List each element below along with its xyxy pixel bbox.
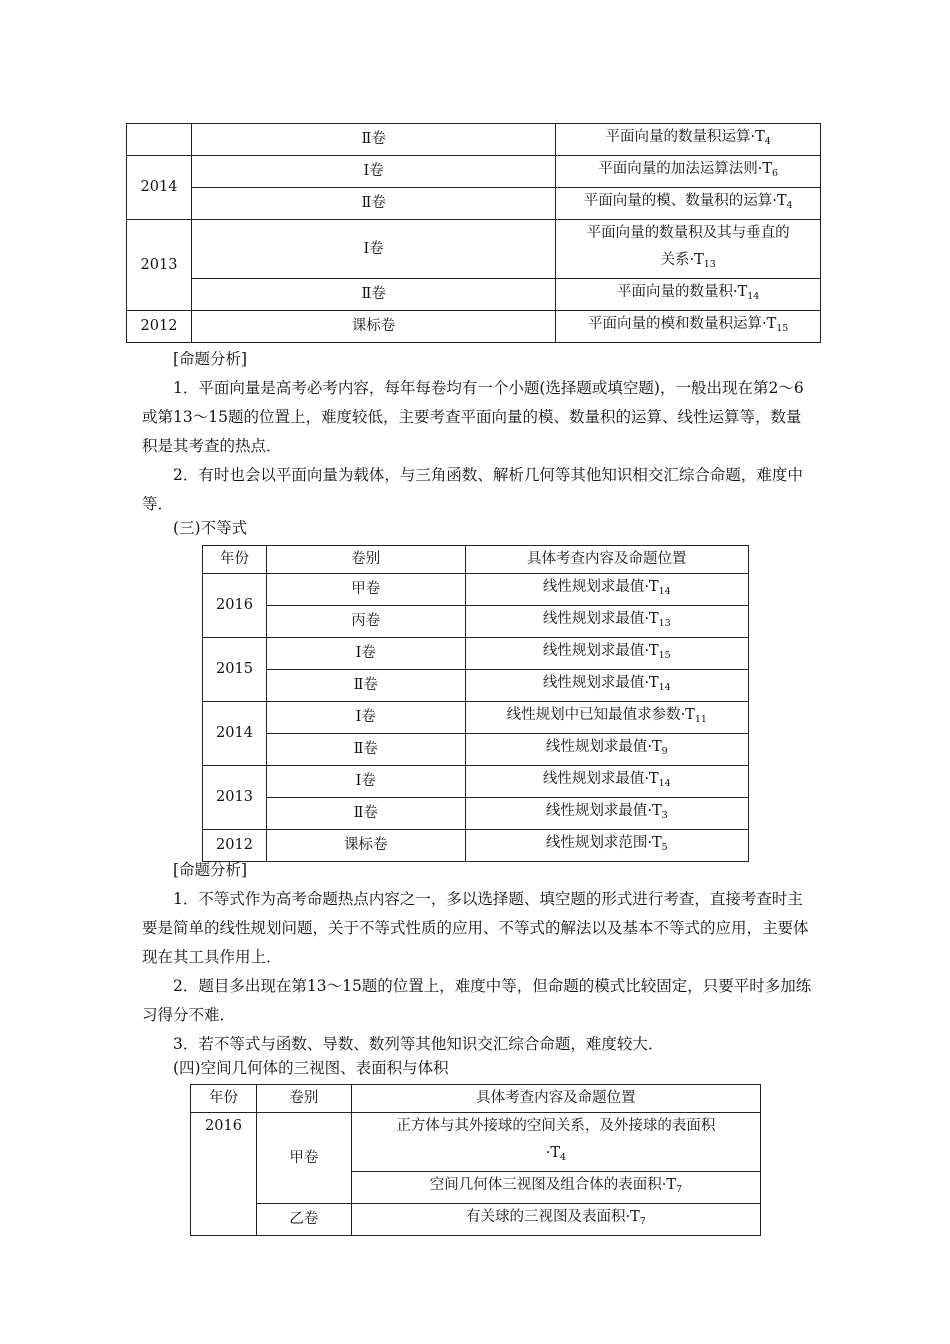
analysis-paragraph: 3．若不等式与函数、导数、数列等其他知识交汇综合命题，难度较大． <box>173 1035 664 1053</box>
analysis-title: [命题分析] <box>173 350 248 368</box>
table-row <box>203 574 749 606</box>
header-paper: 卷别 <box>266 546 465 574</box>
paper-cell: 甲卷 <box>256 1113 351 1204</box>
analysis-paragraph: 1．平面向量是高考必考内容，每年每卷均有一个小题(选择题或填空题)，一般出现在第2～6或第13～15题的位置上，难度较低，主要考查平面向量的模、数量积的运算、线性运算等，数量积是其考查的热点． <box>142 379 804 455</box>
content-cell: 平面向量的加法运算法则$\cdot T_6$ <box>556 156 821 188</box>
content-cell: 线性规划求范围$\cdot T_5$ <box>465 830 748 862</box>
header-content: 具体考查内容及命题位置 <box>465 546 748 574</box>
paper-cell: 乙卷 <box>256 1204 351 1236</box>
year-cell: 2012 <box>127 311 192 343</box>
table-row <box>127 188 821 220</box>
paper-cell: Ⅱ卷 <box>191 188 555 220</box>
table-row <box>203 638 749 670</box>
paper-cell: Ⅱ卷 <box>266 734 465 766</box>
year-cell: 2014 <box>127 156 192 220</box>
analysis-section-inequality <box>142 856 812 1059</box>
paper-cell: Ⅰ卷 <box>266 766 465 798</box>
table-row <box>203 798 749 830</box>
paper-cell: Ⅱ卷 <box>266 670 465 702</box>
paper-cell: Ⅱ卷 <box>191 124 555 156</box>
year-cell: 2016 <box>191 1113 257 1236</box>
year-cell <box>127 124 192 156</box>
content-cell: 平面向量的模、数量积的运算$\cdot T_4$ <box>556 188 821 220</box>
content-cell: 平面向量的数量积及其与垂直的 关系$\cdot T_{13}$ <box>556 220 821 279</box>
paper-cell: Ⅰ卷 <box>191 156 555 188</box>
content-cell: 正方体与其外接球的空间关系，及外接球的表面积 $\cdot T_4$ <box>351 1113 760 1172</box>
year-cell: 2012 <box>203 830 267 862</box>
year-cell: 2014 <box>203 702 267 766</box>
paper-cell: 丙卷 <box>266 606 465 638</box>
section-title-inequality: (三)不等式 <box>173 519 248 537</box>
content-cell: 线性规划求最值$\cdot T_{14}$ <box>465 574 748 606</box>
year-cell: 2013 <box>127 220 192 311</box>
paper-cell: Ⅰ卷 <box>191 220 555 279</box>
content-cell: 线性规划中已知最值求参数$\cdot T_{11}$ <box>465 702 748 734</box>
content-cell: 有关球的三视图及表面积$\cdot T_7$ <box>351 1204 760 1236</box>
paper-cell: 课标卷 <box>191 311 555 343</box>
analysis-paragraph: 2．题目多出现在第13～15题的位置上，难度中等，但命题的模式比较固定，只要平时多加练习得分不难． <box>142 977 812 1024</box>
section-title-solid-geometry: (四)空间几何体的三视图、表面积与体积 <box>173 1059 449 1077</box>
table-row <box>127 279 821 311</box>
content-cell: 线性规划求最值$\cdot T_{13}$ <box>465 606 748 638</box>
analysis-section-vectors <box>142 345 812 519</box>
content-cell: 线性规划求最值$\cdot T_{15}$ <box>465 638 748 670</box>
table-row <box>203 766 749 798</box>
paper-cell: Ⅱ卷 <box>266 798 465 830</box>
content-cell: 线性规划求最值$\cdot T_9$ <box>465 734 748 766</box>
table-row <box>127 156 821 188</box>
table-row <box>127 124 821 156</box>
table-row <box>127 220 821 279</box>
paper-cell: 甲卷 <box>266 574 465 606</box>
header-year: 年份 <box>191 1085 257 1113</box>
analysis-paragraph: 2．有时也会以平面向量为载体，与三角函数、解析几何等其他知识相交汇综合命题，难度中等． <box>142 466 803 513</box>
table-row <box>191 1204 761 1236</box>
table-row <box>203 670 749 702</box>
content-cell: 平面向量的数量积运算$\cdot T_4$ <box>556 124 821 156</box>
table-row <box>191 1113 761 1172</box>
header-paper: 卷别 <box>256 1085 351 1113</box>
paper-cell: Ⅰ卷 <box>266 638 465 670</box>
exam-table-solid-geometry <box>190 1084 761 1236</box>
content-cell: 平面向量的模和数量积运算$\cdot T_{15}$ <box>556 311 821 343</box>
paper-cell: Ⅰ卷 <box>266 702 465 734</box>
table-row <box>203 606 749 638</box>
paper-cell: Ⅱ卷 <box>191 279 555 311</box>
table-header-row <box>191 1085 761 1113</box>
table-row <box>203 734 749 766</box>
content-cell: 线性规划求最值$\cdot T_{14}$ <box>465 766 748 798</box>
analysis-title: [命题分析] <box>173 861 248 879</box>
table-row <box>203 702 749 734</box>
content-cell: 空间几何体三视图及组合体的表面积$\cdot T_7$ <box>351 1172 760 1204</box>
header-content: 具体考查内容及命题位置 <box>351 1085 760 1113</box>
year-cell: 2013 <box>203 766 267 830</box>
header-year: 年份 <box>203 546 267 574</box>
analysis-paragraph: 1．不等式作为高考命题热点内容之一，多以选择题、填空题的形式进行考查，直接考查时主要是简单的线性规划问题，关于不等式性质的应用、不等式的解法以及基本不等式的应用，主要体现在其工具作用上． <box>142 890 809 966</box>
table-row <box>127 311 821 343</box>
exam-table-inequality <box>202 545 749 862</box>
content-cell: 线性规划求最值$\cdot T_{14}$ <box>465 670 748 702</box>
paper-cell: 课标卷 <box>266 830 465 862</box>
content-cell: 线性规划求最值$\cdot T_3$ <box>465 798 748 830</box>
year-cell: 2016 <box>203 574 267 638</box>
content-cell: 平面向量的数量积$\cdot T_{14}$ <box>556 279 821 311</box>
table-header-row <box>203 546 749 574</box>
year-cell: 2015 <box>203 638 267 702</box>
exam-table-vectors <box>126 123 821 343</box>
